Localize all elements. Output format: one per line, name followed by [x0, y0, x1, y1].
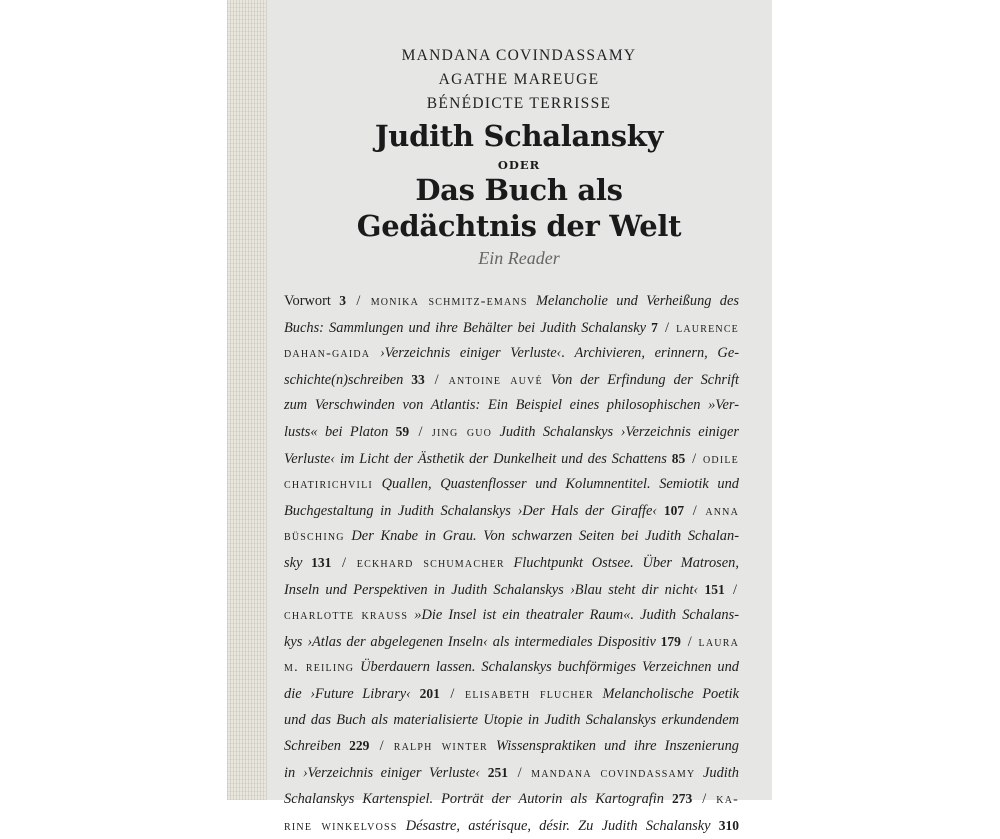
book-title-line-3: Gedächtnis der Welt — [356, 209, 682, 243]
contributor-name: jing guo — [431, 424, 493, 440]
separator: / — [411, 423, 430, 440]
page-number: 7 — [651, 319, 658, 335]
contributor-name: charlotte krauss — [284, 608, 409, 624]
toc-line — [284, 498, 739, 525]
contributor-name: dahan-gaida — [284, 346, 371, 362]
toc-line — [284, 446, 739, 473]
contributor-name: m. reiling — [284, 660, 355, 676]
toc-line — [284, 603, 739, 629]
toc-line — [284, 393, 739, 419]
author-name: BÉNÉDICTE TERRISSE — [426, 95, 612, 112]
essay-title: Verluste‹ im Licht der Ästhetik der Dunkelheit und des Schattens — [284, 450, 672, 467]
separator: / — [371, 738, 392, 755]
essay-title: »Die Insel ist ein theatraler Raum«. Judith Schalans- — [408, 607, 739, 624]
toc-line — [284, 419, 739, 446]
separator: / — [348, 293, 369, 309]
author-list — [266, 44, 772, 116]
page-number: 107 — [663, 502, 685, 518]
essay-title: und das Buch als materialisierte Utopie in Judith Schalanskys erkundendem — [284, 711, 739, 728]
essay-title: Melancholie und Verheißung des — [527, 293, 739, 309]
page-number: 179 — [660, 633, 681, 649]
contributor-name: elisabeth flucher — [465, 686, 594, 702]
toc-line — [284, 708, 739, 734]
essay-title: sky — [284, 554, 312, 571]
page-number: 59 — [395, 423, 410, 439]
essay-title: kys ›Atlas der abgelegenen Inseln‹ als intermediales Dispositiv — [284, 633, 661, 650]
essay-title: Judith Schalanskys ›Verzeichnis einiger — [492, 423, 739, 440]
essay-title: Buchs: Sammlungen und ihre Behälter bei Judith Schalansky — [284, 319, 652, 336]
essay-title: Wissenspraktiken und ihre Inszenierung — [487, 738, 740, 755]
essay-title: Der Knabe in Grau. Von schwarzen Seiten bei Judith Schalan- — [344, 528, 739, 545]
toc-label: Vorwort — [284, 293, 340, 309]
page-number: 229 — [349, 738, 370, 754]
toc-line — [284, 367, 739, 394]
essay-title: Quallen, Quastenflosser und Kolumnentitel. Semiotik und — [372, 476, 739, 493]
contributor-name: antoine auvé — [448, 372, 543, 388]
separator: / — [510, 764, 530, 781]
page-number: 201 — [419, 685, 440, 701]
essay-title: Désastre, astérisque, désir. Zu Judith Schalansky — [397, 817, 719, 834]
essay-title: lusts« bei Platon — [284, 423, 396, 440]
contributor-name: chatirichvili — [284, 477, 373, 493]
toc-line — [284, 472, 739, 498]
separator: / — [333, 554, 355, 571]
page-number: 151 — [704, 581, 725, 597]
author-name: AGATHE MAREUGE — [438, 71, 600, 88]
separator: / — [659, 319, 675, 336]
separator: / — [441, 685, 464, 702]
table-of-contents — [284, 288, 739, 839]
essay-title: zum Verschwinden von Atlantis: Ein Beispiel eines philosophischen »Ver- — [284, 397, 739, 414]
essay-title: Von der Erfindung der Schrift — [542, 371, 739, 388]
toc-line — [284, 655, 739, 681]
cloth-spine — [227, 0, 267, 800]
toc-line — [284, 550, 739, 577]
page-number: 310 — [718, 817, 739, 833]
page-number: 33 — [411, 371, 425, 387]
book-subtitle: Ein Reader — [478, 248, 560, 268]
essay-title: in ›Verzeichnis einiger Verluste‹ — [284, 764, 488, 781]
contributor-name: mandana covindassamy — [531, 765, 696, 781]
separator: / — [686, 502, 704, 519]
page-number: 273 — [672, 791, 693, 807]
essay-title: Überdauern lassen. Schalanskys buchförmiges Verzeichnen und — [354, 659, 739, 676]
toc-line — [284, 315, 739, 342]
contributor-name: anna — [705, 503, 739, 519]
separator: / — [426, 371, 447, 388]
page-number: 85 — [671, 450, 686, 466]
contributor-name: rine winkelvoss — [284, 818, 398, 834]
essay-title: schichte(n)schreiben — [284, 371, 412, 388]
title-conjunction: ODER — [497, 158, 541, 172]
essay-title: Schreiben — [284, 738, 350, 755]
contributor-name: büsching — [284, 529, 345, 545]
essay-title: Buchgestaltung in Judith Schalanskys ›Der Hals der Giraffe‹ — [284, 502, 664, 519]
toc-line — [284, 341, 739, 367]
toc-line — [284, 577, 739, 604]
toc-line — [284, 524, 739, 550]
essay-title: Inseln und Perspektiven in Judith Schalanskys ›Blau steht dir nicht‹ — [284, 581, 705, 598]
book-title-line-2: Das Buch als — [415, 173, 623, 207]
essay-title: Fluchtpunkt Ostsee. Über Matrosen, — [504, 554, 739, 571]
toc-line — [284, 288, 739, 315]
contributor-name: eckhard schumacher — [356, 555, 505, 571]
essay-title: Schalanskys Kartenspiel. Porträt der Autorin als Kartografin — [284, 791, 672, 808]
toc-line — [284, 681, 739, 708]
contributor-name: ka- — [716, 792, 739, 808]
separator: / — [726, 581, 737, 598]
contributor-name: ralph winter — [393, 739, 488, 755]
page-number: 3 — [339, 293, 346, 308]
essay-title: die ›Future Library‹ — [284, 685, 420, 702]
essay-title: Judith — [695, 764, 739, 781]
contributor-name: laura — [698, 634, 739, 650]
book-cover — [227, 0, 772, 834]
toc-line — [284, 733, 739, 760]
toc-line — [284, 760, 739, 787]
essay-title: ›Verzeichnis einiger Verluste‹. Archivieren, erinnern, Ge- — [370, 345, 739, 362]
toc-line — [284, 813, 739, 839]
page-number: 131 — [311, 554, 332, 570]
separator: / — [687, 450, 701, 467]
separator: / — [682, 633, 697, 650]
page-number: 251 — [487, 764, 508, 780]
author-name: MANDANA COVINDASSAMY — [401, 47, 637, 64]
separator: / — [694, 791, 715, 808]
essay-title: Melancholische Poetik — [593, 685, 739, 702]
title-block — [266, 118, 772, 270]
contributor-name: monika schmitz-emans — [370, 294, 528, 309]
contributor-name: laurence — [676, 320, 739, 336]
toc-line — [284, 629, 739, 656]
contributor-name: odile — [702, 451, 739, 467]
book-title-line-1: Judith Schalansky — [374, 119, 664, 153]
